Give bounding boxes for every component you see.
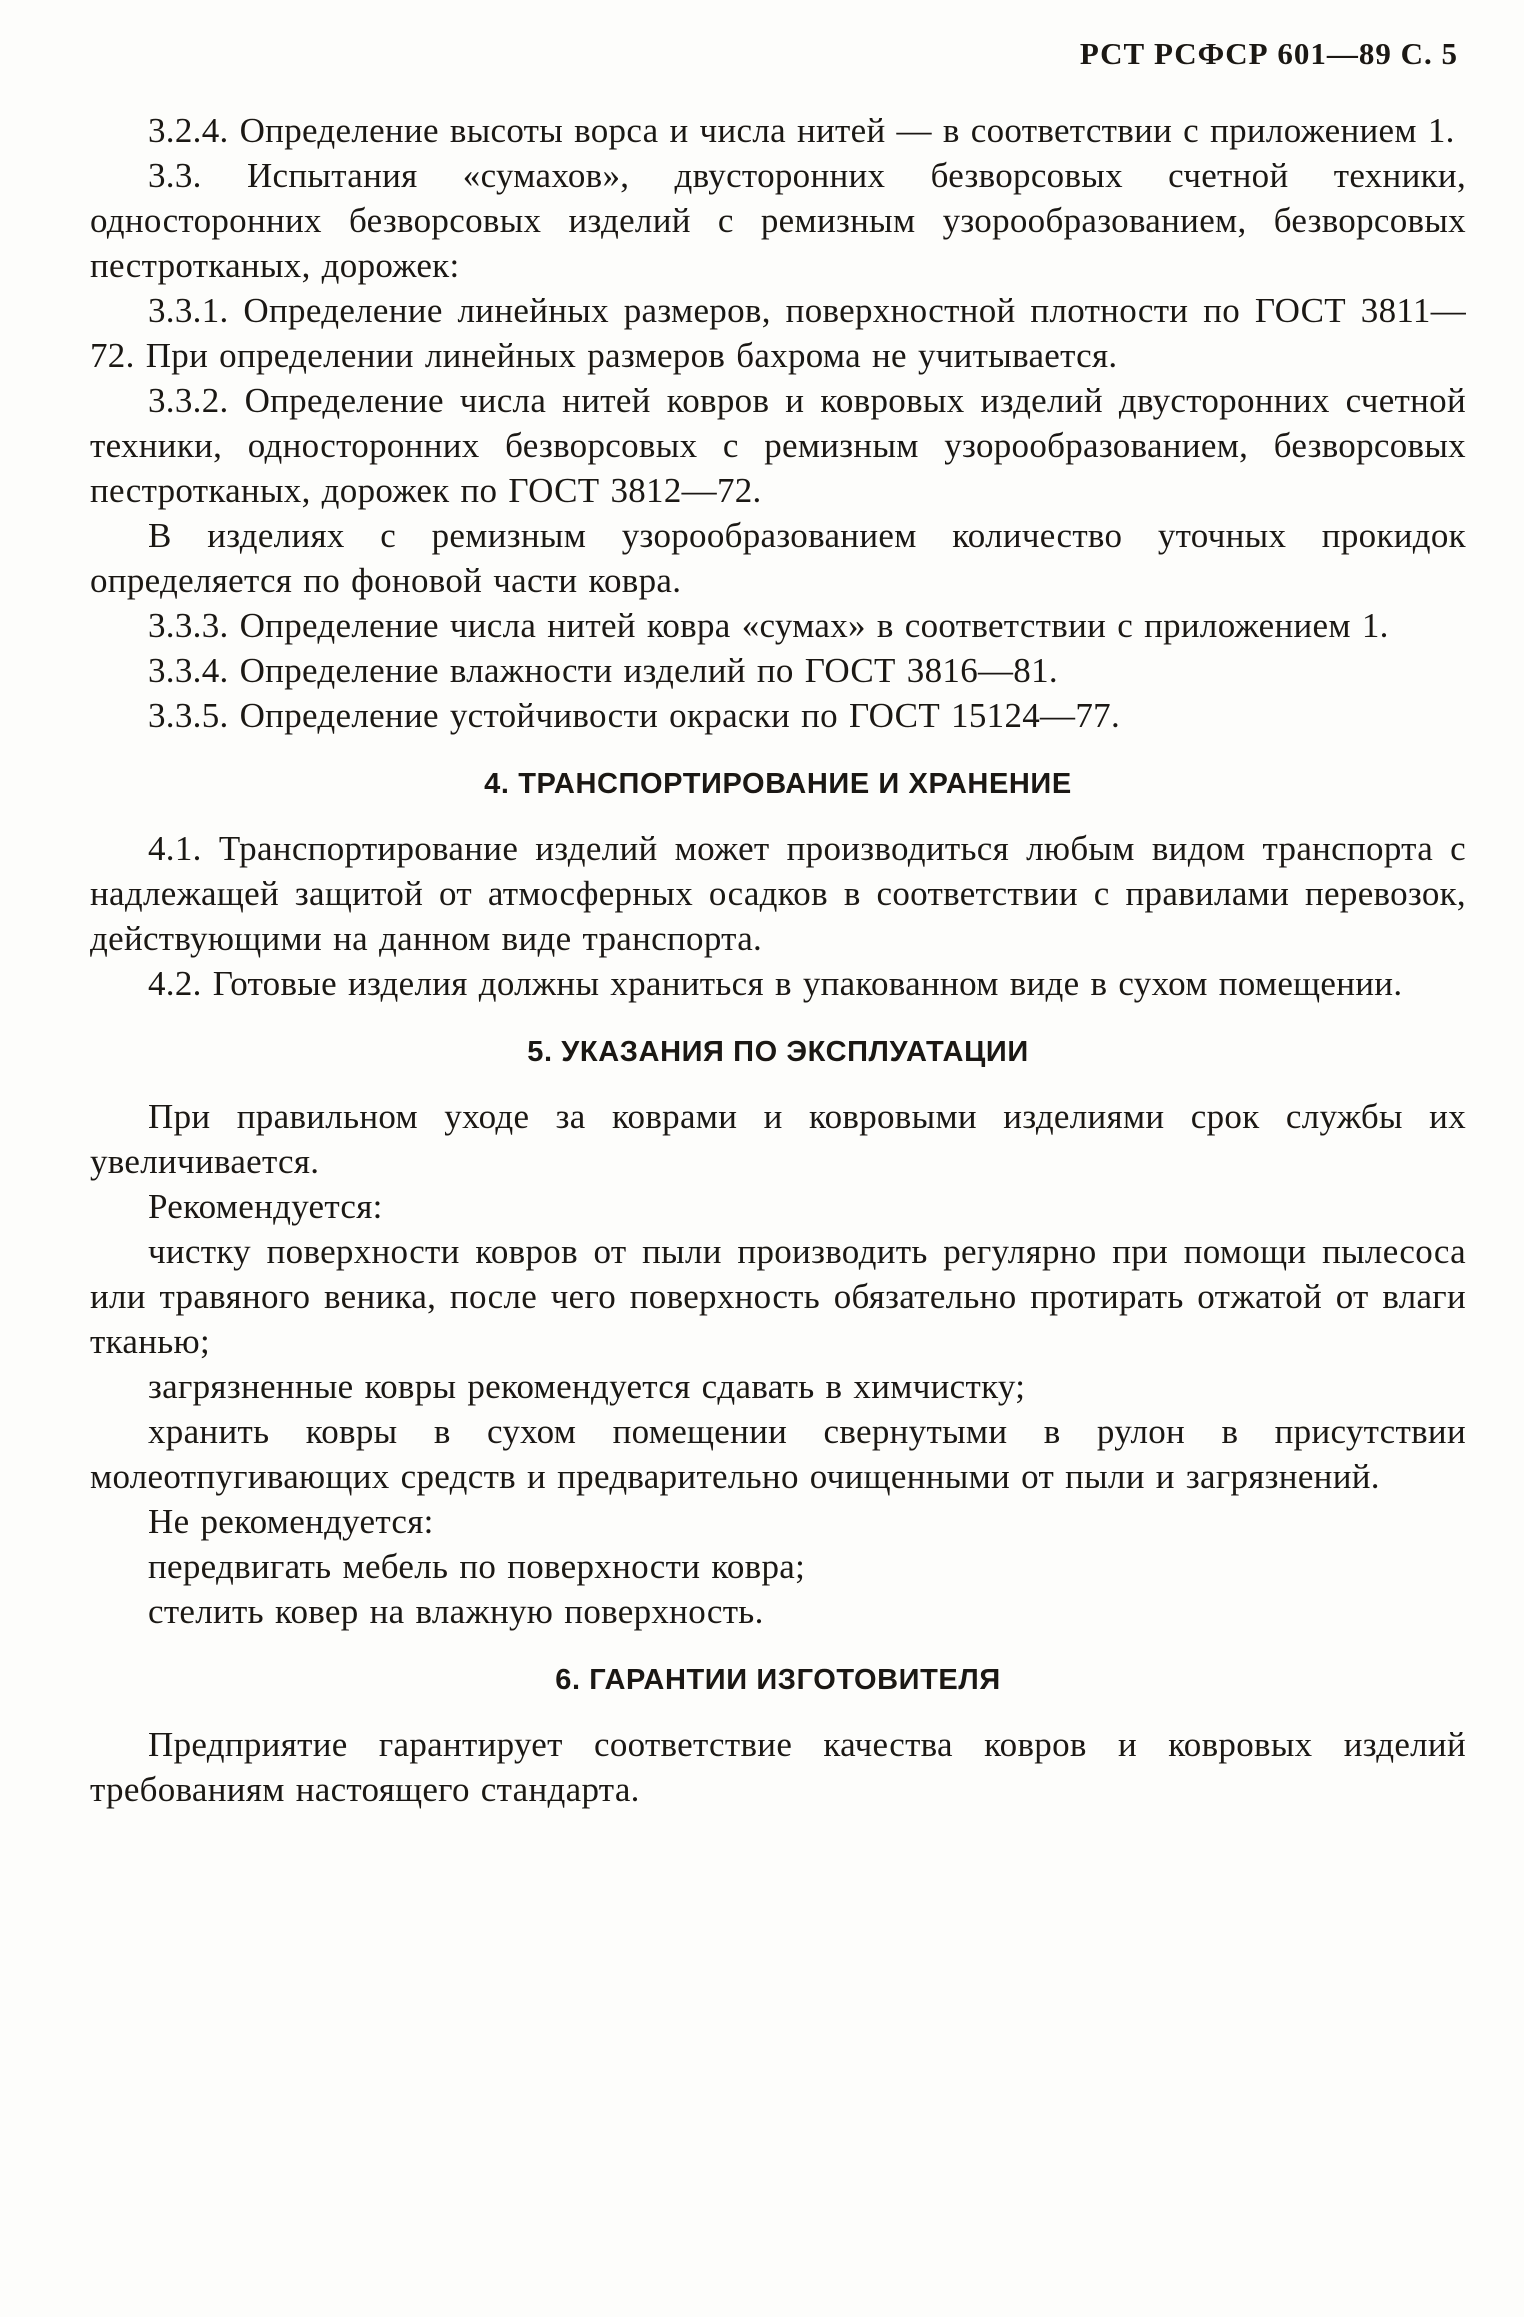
paragraph-wet-surface-advice: стелить ковер на влажную поверхность. (148, 1592, 764, 1631)
paragraph-3-3-3: 3.3.3. Определение числа нитей ковра «сумах» в соответствии с приложением 1. (148, 606, 1389, 645)
paragraph-furniture-advice: передвигать мебель по поверхности ковра; (148, 1547, 806, 1586)
paragraph-drycleaning-advice: загрязненные ковры рекомендуется сдавать в химчистку; (148, 1367, 1026, 1406)
paragraph-recommended-label: Рекомендуется: (148, 1187, 383, 1226)
page-header (90, 34, 1466, 74)
paragraph-4-1: 4.1. Транспортирование изделий может производиться любым видом транспорта с надлежащей защитой от атмосферных осадков в соответствии с правилами перевозок, действующими на данном виде транспорта. (90, 829, 1466, 958)
paragraph-care-intro: При правильном уходе за коврами и ковровыми изделиями срок службы их увеличивается. (90, 1097, 1466, 1181)
section-heading-manufacturer-warranty: 6. ГАРАНТИИ ИЗГОТОВИТЕЛЯ (555, 1664, 1001, 1696)
paragraph-3-3-5: 3.3.5. Определение устойчивости окраски по ГОСТ 15124—77. (148, 696, 1120, 735)
paragraph-3-3-1: 3.3.1. Определение линейных размеров, поверхностной плотности по ГОСТ 3811—72. При определении линейных размеров бахрома не учитывается. (90, 291, 1466, 375)
paragraph-3-3-4: 3.3.4. Определение влажности изделий по ГОСТ 3816—81. (148, 651, 1058, 690)
paragraph-3-2-4: 3.2.4. Определение высоты ворса и числа нитей — в соответствии с приложением 1. (148, 111, 1455, 150)
paragraph-weft-note: В изделиях с ремизным узорообразованием количество уточных прокидок определяется по фоновой части ковра. (90, 516, 1466, 600)
paragraph-3-3: 3.3. Испытания «сумахов», двусторонних безворсовых счетной техники, односторонних безворсовых изделий с ремизным узорообразованием, безворсовых пестротканых, дорожек: (90, 156, 1466, 285)
paragraph-cleaning-advice: чистку поверхности ковров от пыли производить регулярно при помощи пылесоса или травяного веника, после чего поверхность обязательно протирать отжатой от влаги тканью; (90, 1232, 1466, 1361)
paragraph-3-3-2: 3.3.2. Определение числа нитей ковров и ковровых изделий двусторонних счетной техники, односторонних безворсовых с ремизным узорообразованием, безворсовых пестротканых, дорожек по ГОСТ 3812—72. (90, 381, 1466, 510)
paragraph-4-2: 4.2. Готовые изделия должны храниться в упакованном виде в сухом помещении. (148, 964, 1403, 1003)
section-heading-transport-storage: 4. ТРАНСПОРТИРОВАНИЕ И ХРАНЕНИЕ (484, 768, 1072, 800)
paragraph-storage-advice: хранить ковры в сухом помещении свернутыми в рулон в присутствии молеотпугивающих средств и предварительно очищенными от пыли и загрязнений. (90, 1412, 1466, 1496)
section-heading-usage-instructions: 5. УКАЗАНИЯ ПО ЭКСПЛУАТАЦИИ (527, 1036, 1029, 1068)
paragraph-not-recommended-label: Не рекомендуется: (148, 1502, 434, 1541)
document-id: РСТ РСФСР 601—89 С. 5 (1079, 36, 1458, 71)
paragraph-warranty: Предприятие гарантирует соответствие качества ковров и ковровых изделий требованиям настоящего стандарта. (90, 1725, 1466, 1809)
